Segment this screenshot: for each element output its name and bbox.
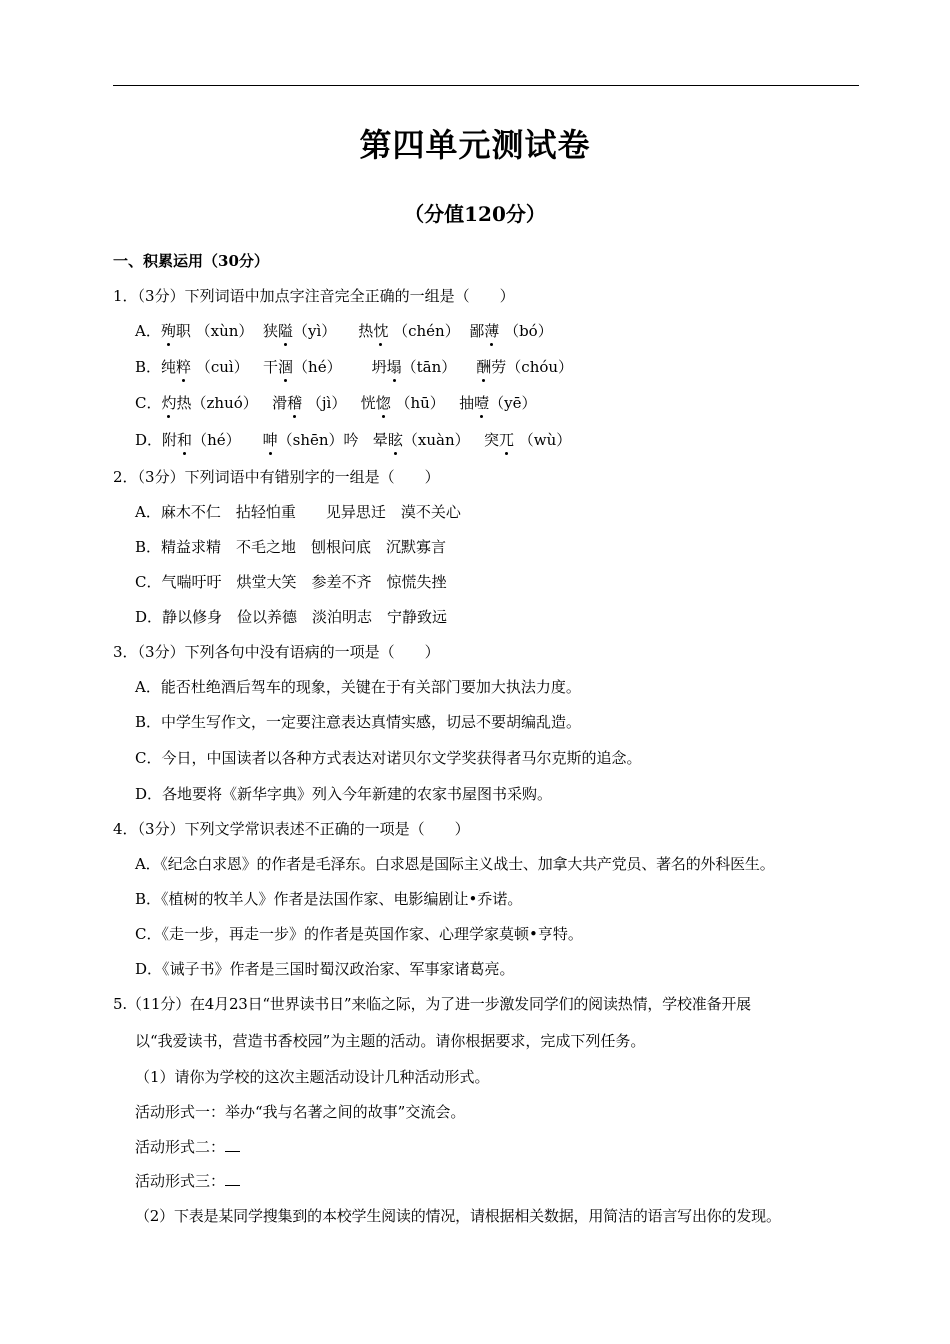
word-char: 鄙 (469, 322, 485, 340)
question-3-option-b: B．中学生写作文，一定要注意表达真情实感，切忌不要胡编乱造。 (135, 713, 582, 731)
pinyin: （hé） (192, 431, 241, 449)
question-1-option-a (135, 321, 553, 341)
dotted-char: 薄 (484, 322, 500, 340)
dotted-char: 粹 (176, 358, 192, 376)
activity-form-2 (135, 1137, 240, 1157)
pinyin: （zhuó） (191, 394, 258, 412)
question-5-part-2: （2）下表是某同学搜集到的本校学生阅读的情况，请根据相关数据，用简洁的语言写出你的发现。 (135, 1207, 781, 1225)
dotted-char: 灼 (161, 394, 177, 412)
pinyin: （chén） (393, 322, 460, 340)
question-5-stem-line2: 以“我爱读书，营造书香校园”为主题的活动。请你根据要求，完成下列任务。 (135, 1032, 646, 1050)
word-char: 附 (162, 431, 178, 449)
pinyin: （yì） (293, 322, 337, 340)
question-3-option-a: A．能否杜绝酒后驾车的现象，关键在于有关部门要加大执法力度。 (135, 678, 581, 696)
answer-blank[interactable] (225, 1171, 240, 1186)
pinyin: （jì） (306, 394, 347, 412)
question-2-option-a: A．麻木不仁 拈轻怕重 见异思迁 漠不关心 (135, 503, 461, 521)
activity-form-3-label: 活动形式三： (135, 1172, 226, 1190)
dotted-char: 噎 (474, 394, 490, 412)
pinyin: （bó） (504, 322, 553, 340)
word-char: 热 (176, 394, 192, 412)
dotted-char: 塌 (386, 358, 402, 376)
activity-form-1: 活动形式一：举办“我与名著之间的故事”交流会。 (135, 1103, 466, 1121)
question-5-part-1: （1）请你为学校的这次主题活动设计几种活动形式。 (135, 1068, 490, 1086)
dotted-char: 忱 (373, 322, 389, 340)
question-1-option-c (135, 393, 537, 413)
question-4-option-c: C．《走一步，再走一步》的作者是英国作家、心理学家莫顿•亨特。 (135, 925, 583, 943)
question-4-option-d: D．《诫子书》作者是三国时蜀汉政治家、军事家诸葛亮。 (135, 960, 515, 978)
dotted-char: 隘 (278, 322, 294, 340)
pinyin: （chóu） (506, 358, 574, 376)
pinyin: （cuì） (195, 358, 249, 376)
word-char: 热 (358, 322, 374, 340)
question-3-option-d: D．各地要将《新华字典》列入今年新建的农家书屋图书采购。 (135, 785, 553, 803)
question-2-option-d: D．静以修身 俭以养德 淡泊明志 宁静致远 (135, 608, 448, 626)
dotted-char: 眩 (387, 431, 403, 449)
question-1-option-d (135, 430, 571, 450)
question-3-stem: 3．（3分）下列各句中没有语病的一项是（ ） (113, 643, 440, 661)
question-4-option-a: A．《纪念白求恩》的作者是毛泽东。白求恩是国际主义战士、加拿大共产党员、著名的外科医生。 (135, 855, 775, 873)
word-char: 坍 (371, 358, 387, 376)
word-char: 狭 (262, 322, 278, 340)
pinyin: （xùn） (195, 322, 254, 340)
option-label: D． (135, 431, 163, 449)
answer-blank[interactable] (225, 1137, 240, 1152)
dotted-char: 兀 (498, 431, 514, 449)
section-heading: 一、积累运用（30分） (113, 252, 269, 270)
option-label: C． (135, 394, 162, 412)
question-2-stem: 2．（3分）下列词语中有错别字的一组是（ ） (113, 468, 440, 486)
pinyin: （shēn） (277, 431, 344, 449)
word-char: 干 (263, 358, 279, 376)
word-char: 晕 (372, 431, 388, 449)
word-char: 职 (175, 322, 191, 340)
pinyin: （hū） (395, 394, 445, 412)
question-2-option-c: C．气喘吁吁 烘堂大笑 参差不齐 惊慌失挫 (135, 573, 447, 591)
word-char: 纯 (161, 358, 177, 376)
dotted-char: 稽 (287, 394, 303, 412)
word-char: 吟 (343, 431, 359, 449)
pinyin: （xuàn） (402, 431, 470, 449)
word-char: 突 (483, 431, 499, 449)
option-label: A． (135, 322, 161, 340)
dotted-char: 涸 (278, 358, 294, 376)
option-label: B． (135, 358, 162, 376)
pinyin: （yē） (489, 394, 537, 412)
word-char: 劳 (491, 358, 507, 376)
question-3-option-c: C．今日，中国读者以各种方式表达对诺贝尔文学奖获得者马尔克斯的追念。 (135, 749, 642, 767)
dotted-char: 殉 (160, 322, 176, 340)
activity-form-3 (135, 1171, 240, 1191)
dotted-char: 惚 (375, 394, 391, 412)
dotted-char: 酬 (476, 358, 492, 376)
word-char: 抽 (459, 394, 475, 412)
word-char: 恍 (360, 394, 376, 412)
pinyin: （hé） (293, 358, 342, 376)
dotted-char: 和 (177, 431, 193, 449)
page-subtitle: （分值120分） (404, 202, 546, 226)
question-5-stem-line1: 5.（11分）在4月23日“世界读书日”来临之际，为了进一步激发同学们的阅读热情，学校准备开展 (113, 995, 751, 1013)
pinyin: （tān） (401, 358, 457, 376)
question-4-option-b: B．《植树的牧羊人》作者是法国作家、电影编剧让•乔诺。 (135, 890, 523, 908)
question-4-stem: 4．（3分）下列文学常识表述不正确的一项是（ ） (113, 820, 470, 838)
word-char: 滑 (272, 394, 288, 412)
question-2-option-b: B．精益求精 不毛之地 刨根问底 沉默寡言 (135, 538, 447, 556)
pinyin: （wù） (518, 431, 572, 449)
activity-form-2-label: 活动形式二： (135, 1138, 226, 1156)
dotted-char: 呻 (262, 431, 278, 449)
question-1-option-b (135, 357, 573, 377)
header-rule (113, 85, 859, 86)
page-title: 第四单元测试卷 (359, 126, 591, 164)
question-1-stem: 1．（3分）下列词语中加点字注音完全正确的一组是（ ） (113, 287, 515, 305)
